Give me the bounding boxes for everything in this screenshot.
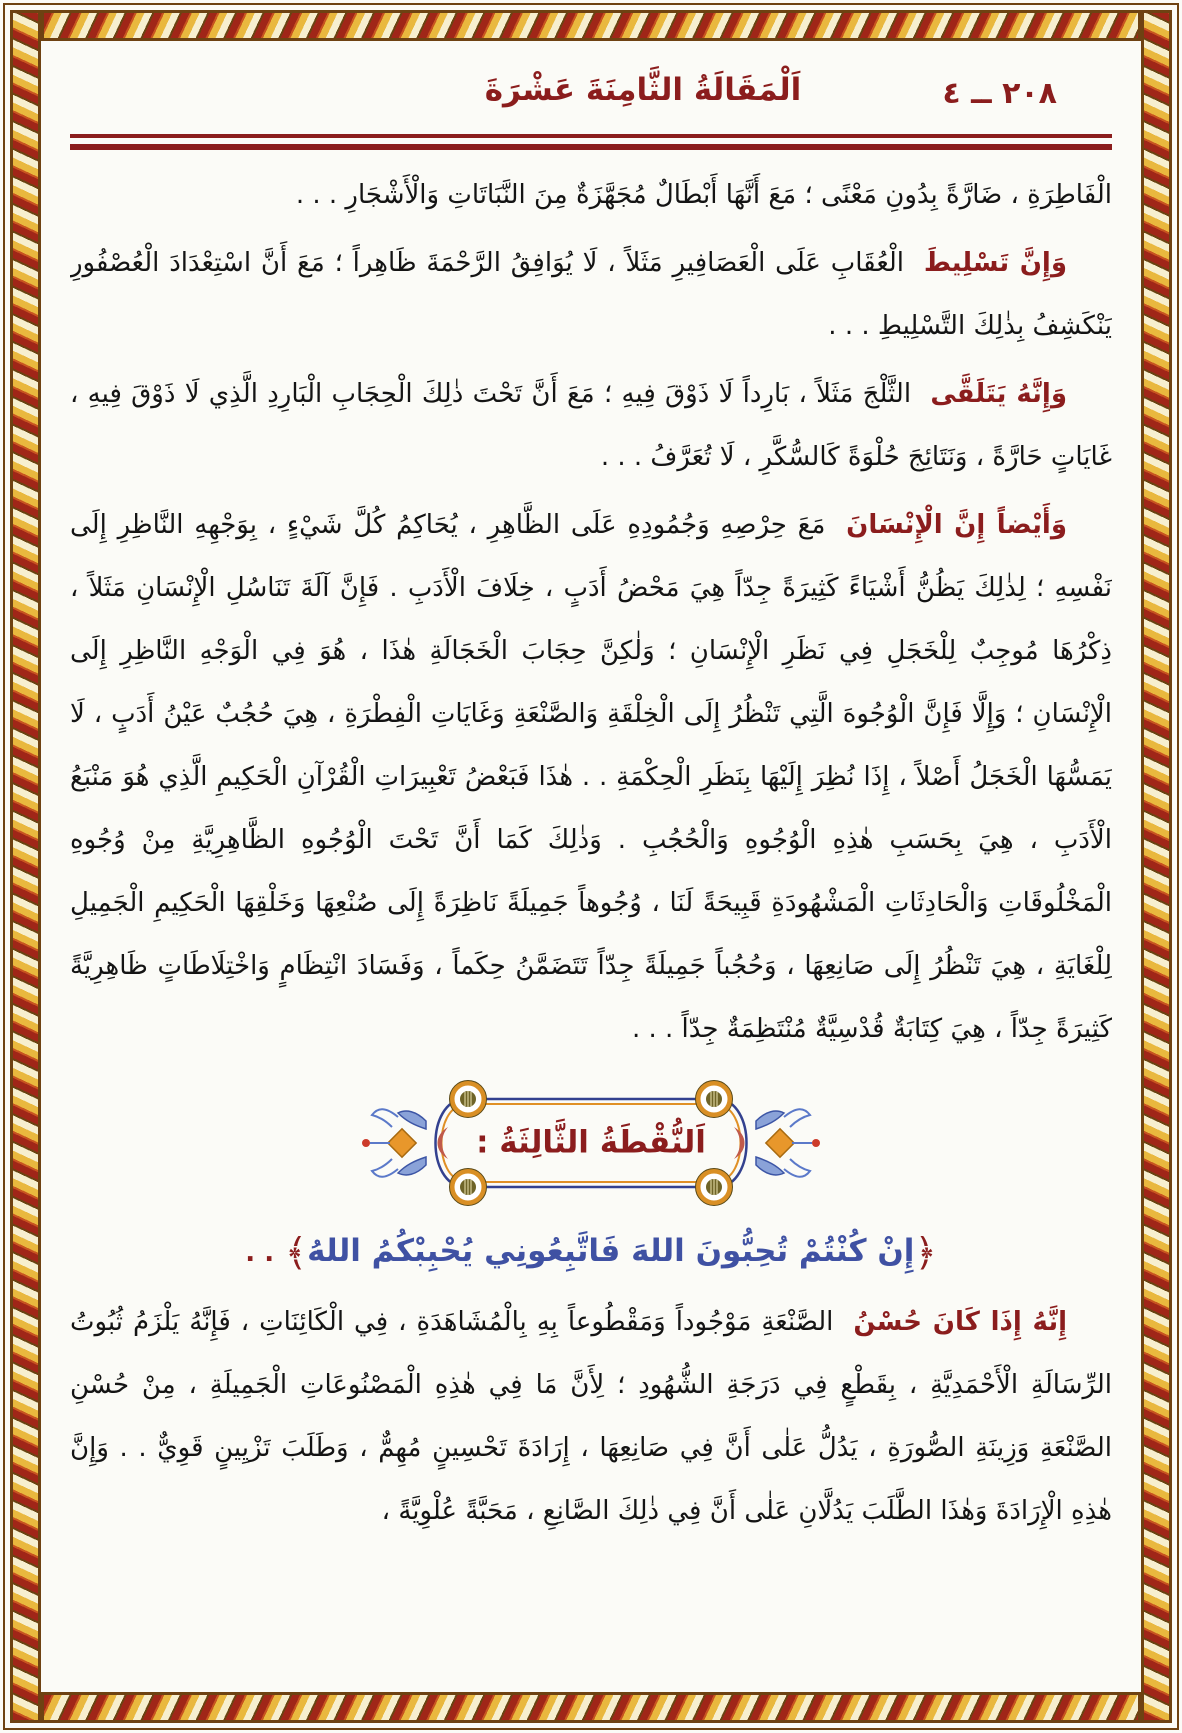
page-number: ٢٠٨ ــ ٤ xyxy=(942,76,1057,111)
paragraph-text: الثَّلْجَ مَثَلاً ، بَارِداً لَا ذَوْقَ فِيهِ ؛ مَعَ أَنَّ تَحْتَ ذٰلِكَ الْحِجَابِ الْبَارِدِ الَّذِي لَا ذَوْقَ فِيهِ ، غَايَاتٍ حَارَّةً ، وَنَتَائِجَ حُلْوَةً كَالسُّكَّرِ ، لَا تُعَرَّفُ . . . xyxy=(70,379,1112,472)
page-border-top xyxy=(41,10,1141,41)
page-border-bottom xyxy=(41,1692,1141,1723)
paragraph-text: مَعَ حِرْصِهِ وَجُمُودِهِ عَلَى الظَّاهِرِ ، يُحَاكِمُ كُلَّ شَيْءٍ ، بِوَجْهِهِ النَّاظِرِ إِلَى نَفْسِهِ ؛ لِذٰلِكَ يَظُنُّ أَشْيَاءً كَثِيرَةً جِدّاً هِيَ مَحْضُ أَدَبٍ ، خِلَافَ الْأَدَبِ . فَإِنَّ آلَةَ تَنَاسُلِ الْإِنْسَانِ مَثَلاً ، ذِكْرُهَا مُوجِبٌ لِلْخَجَلِ فِي نَظَرِ الْإِنْسَانِ ؛ وَلٰكِنَّ حِجَابَ الْخَجَالَةِ هٰذَا ، هُوَ فِي الْوَجْهِ النَّاظِرِ إِلَى الْإِنْسَانِ ؛ وَإِلَّا فَإِنَّ الْوُجُوهَ الَّتِي تَنْظُرُ إِلَى الْخِلْقَةِ وَالصَّنْعَةِ وَغَايَاتِ الْفِطْرَةِ ، هِيَ حُجُبٌ عَيْنُ أَدَبٍ ، لَا يَمَسُّهَا الْخَجَلُ أَصْلاً ، إِذَا نُظِرَ إِلَيْهَا بِنَظَرِ الْحِكْمَةِ . . هٰذَا فَبَعْضُ تَعْبِيرَاتِ الْقُرْآنِ الْحَكِيمِ الَّذِي هُوَ مَنْبَعُ الْأَدَبِ ، هِيَ بِحَسَبِ هٰذِهِ الْوُجُوهِ وَالْحُجُبِ . وَذٰلِكَ كَمَا أَنَّ تَحْتَ الْوُجُوهِ الظَّاهِرِيَّةِ مِنْ وُجُوهِ الْمَخْلُوقَاتِ وَالْحَادِثَاتِ الْمَشْهُودَةِ قَبِيحَةً لَنَا ، وُجُوهاً جَمِيلَةً نَاظِرَةً إِلَى صُنْعِهَا وَخَلْقِهَا الْحَكِيمِ الْجَمِيلِ لِلْغَايَةِ ، هِيَ تَنْظُرُ إِلَى صَانِعِهَا ، وَحُجُباً جَمِيلَةً جِدّاً تَتَضَمَّنُ حِكَماً ، وَفَسَادَ انْتِظَامٍ وَاخْتِلَاطَاتٍ ظَاهِرِيَّةً كَثِيرَةً جِدّاً ، هِيَ كِتَابَةٌ قُدْسِيَّةٌ مُنْتَظِمَةٌ جِدّاً . . . xyxy=(70,510,1112,1044)
page-border-left xyxy=(10,10,41,1723)
paragraph-text: الْفَاطِرَةِ ، ضَارَّةً بِدُونِ مَعْنًى ؛ مَعَ أَنَّهَا أَبْطَالٌ مُجَهَّزَةٌ مِنَ النَّبَاتَاتِ وَالْأَشْجَارِ . . . xyxy=(295,180,1112,210)
paragraph xyxy=(70,494,1112,1061)
header-divider xyxy=(70,134,1112,150)
lead-phrase: وَإِنَّهُ يَتَلَقَّى xyxy=(930,379,1067,409)
paragraph xyxy=(70,1291,1112,1543)
paragraph-text: الصَّنْعَةِ مَوْجُوداً وَمَقْطُوعاً بِهِ بِالْمُشَاهَدَةِ ، فِي الْكَائِنَاتِ ، فَإِنَّهُ يَلْزَمُ ثُبُوتُ الرِّسَالَةِ الْأَحْمَدِيَّةِ ، بِقَطْعٍ فِي دَرَجَةِ الشُّهُودِ ؛ لِأَنَّ مَا فِي هٰذِهِ الْمَصْنُوعَاتِ الْجَمِيلَةِ ، مِنْ حُسْنِ الصَّنْعَةِ وَزِينَةِ الصُّورَةِ ، يَدُلُّ عَلٰى أَنَّ فِي صَانِعِهَا ، إِرَادَةَ تَحْسِينٍ مُهِمٌّ ، وَطَلَبَ تَزْيِينٍ قَوِيٌّ . . وَإِنَّ هٰذِهِ الْإِرَادَةَ وَهٰذَا الطَّلَبَ يَدُلَّانِ عَلٰى أَنَّ فِي ذٰلِكَ الصَّانِعِ ، مَحَبَّةً عُلْوِيَّةً ، xyxy=(70,1307,1112,1526)
paragraph xyxy=(70,164,1112,227)
section-heading: اَلنُّقْطَةُ الثَّالِثَةُ : xyxy=(476,1124,706,1161)
section-ornament xyxy=(356,1077,826,1209)
lead-phrase: وَأَيْضاً إِنَّ الْإِنْسَانَ xyxy=(846,510,1068,540)
paragraph xyxy=(70,232,1112,358)
paragraph-text: الْعُقَابِ عَلَى الْعَصَافِيرِ مَثَلاً ، لَا يُوَافِقُ الرَّحْمَةَ ظَاهِراً ؛ مَعَ أَنَّ اسْتِعْدَادَ الْعُصْفُورِ يَنْكَشِفُ بِذٰلِكَ التَّسْلِيطِ . . . xyxy=(70,248,1112,341)
lead-phrase: إِنَّهُ إِذَا كَانَ حُسْنُ xyxy=(853,1307,1068,1337)
page-title: اَلْمَقَالَةُ الثَّامِنَةَ عَشْرَةَ xyxy=(484,72,802,108)
verse-trailer: . . xyxy=(245,1238,275,1268)
quran-verse xyxy=(70,1221,1112,1283)
page-border-right xyxy=(1141,10,1172,1723)
paragraph xyxy=(70,363,1112,489)
verse-bracket-close-icon: ﴾ xyxy=(284,1230,308,1275)
verse-text: إِنْ كُنْتُمْ تُحِبُّونَ اللهَ فَاتَّبِعُونِي يُحْبِبْكُمُ اللهُ xyxy=(307,1233,915,1269)
lead-phrase: وَإِنَّ تَسْلِيطَ xyxy=(923,248,1068,278)
page-content xyxy=(70,52,1112,1685)
verse-bracket-open-icon: ﴿ xyxy=(914,1230,937,1275)
body-text-after xyxy=(70,1291,1112,1543)
page-header xyxy=(70,52,1112,134)
body-text xyxy=(70,164,1112,1061)
